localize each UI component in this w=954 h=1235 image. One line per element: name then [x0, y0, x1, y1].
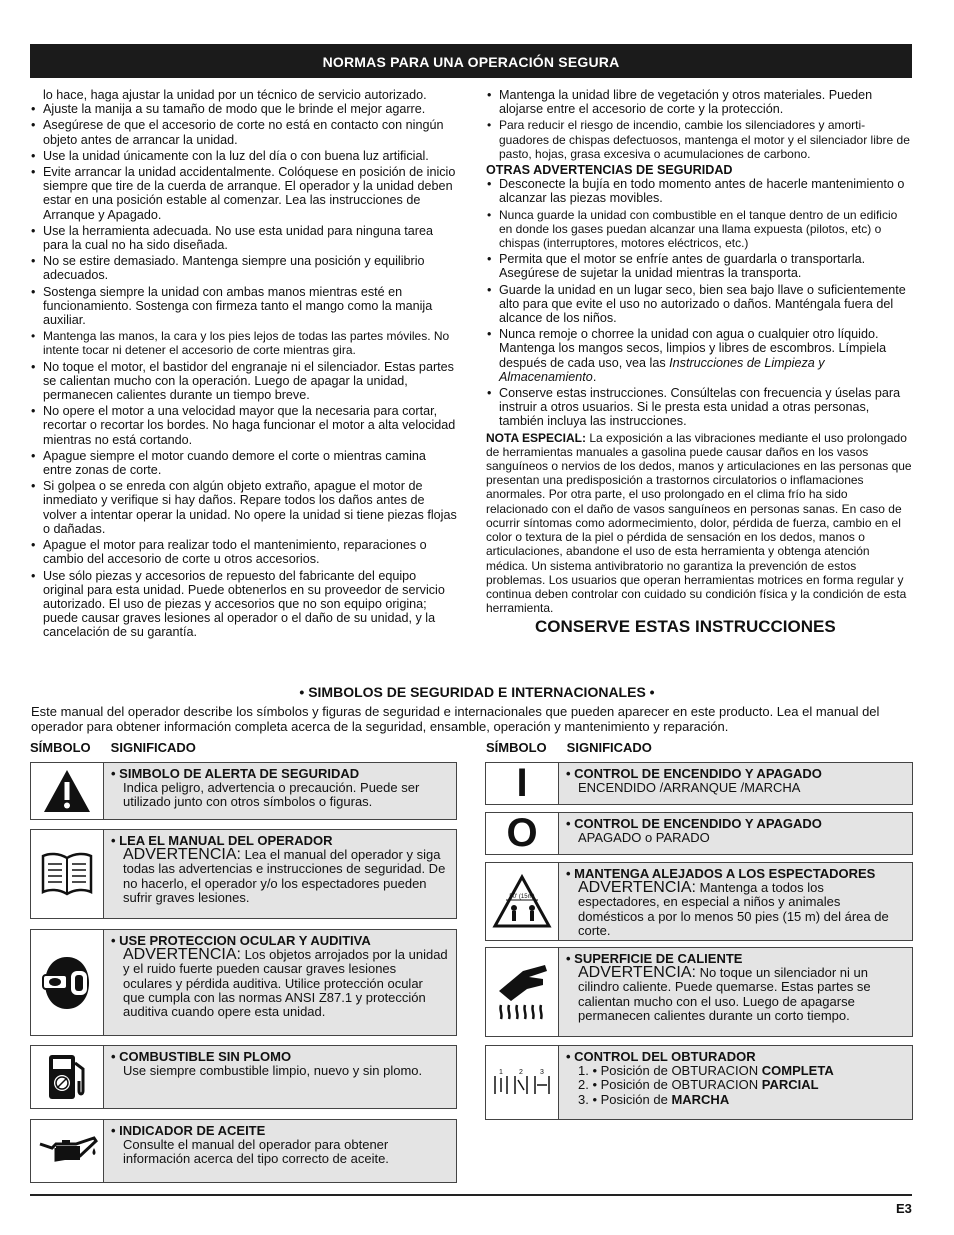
list-item: • Apague siempre el motor cuando demore el corte o mientras camina entre zonas de corte. [30, 449, 458, 477]
list-item: • Guarde la unidad en un lugar seco, bien sea bajo llave o suficientemente alto para que evite el uso no autorizado o daños. Manténgala fuera del alcance de los niños. [486, 283, 912, 326]
symbol-row-choke-control [485, 1045, 913, 1120]
eye-ear-protection-icon [31, 930, 104, 1035]
safety-alert-icon [31, 763, 104, 819]
list-item-text: Nunca remoje o chorree la unidad con agua o cualquier otro líquido. Mantenga los mangos secos, limpios y libres de escombros. Límpiela después de cada uso, vea las [499, 327, 887, 370]
symbol-row-unleaded-fuel [30, 1045, 457, 1109]
symbol-title: • LEA EL MANUAL DEL OPERADOR [111, 833, 333, 848]
list-item: • Use sólo piezas y accesorios de repuesto del fabricante del equipo original para esta unidad. Puede obtenerlos en su proveedor de servicio autorizado. El uso de piezas y accesorios que no son equipo origina; puede causar graves lesiones al operador o el daño de su unidad, y la cancelación de su garantía. [30, 569, 458, 640]
list-item: • No se estire demasiado. Mantenga siempre una posición y equilibrio adecuados. [30, 254, 458, 282]
left-column-headers [30, 740, 216, 755]
symbol-description: Los objetos arrojados por la unidad y el ruido fuerte pueden causar graves lesiones oculares y pérdida auditiva. Utilice protección ocular que cumpla con las normas ANSI Z87.1 y protección auditiva cuando opere esta unidad. [123, 947, 448, 1020]
left-column [30, 88, 458, 642]
symbol-row-keep-bystanders-away [485, 862, 913, 941]
symbol-title: • MANTENGA ALEJADOS A LOS ESPECTADORES [566, 866, 876, 881]
symbol-description: APAGADO o PARADO [578, 830, 710, 846]
symbol-title: • CONTROL DE ENCENDIDO Y APAGADO [566, 766, 822, 781]
choke-position-bold: PARCIAL [761, 1077, 819, 1093]
symbol-title: • COMBUSTIBLE SIN PLOMO [111, 1049, 292, 1064]
warning-word: ADVERTENCIA: [578, 964, 696, 982]
safety-list-left [30, 102, 458, 639]
symbol-description: No toque un silenciador ni un cilindro caliente. Puede quemarse. Estas partes se calientan mucho con el uso. Luego de apagarse permanecen calientes durante un corto tiempo. [578, 965, 871, 1023]
symbol-row-power-off [485, 812, 913, 855]
hot-surface-icon [486, 948, 559, 1036]
list-item: • Ajuste la manija a su tamaño de modo que le brinde el mejor agarre. [30, 102, 458, 116]
symbol-title: • SIMBOLO DE ALERTA DE SEGURIDAD [111, 766, 360, 781]
list-item: • Conserve estas instrucciones. Consúltelas con frecuencia y úselas para instruir a otros usuarios. Si le presta esta unidad a otras personas, también incluya las instrucciones. [486, 386, 912, 429]
subheading: OTRAS ADVERTENCIAS DE SEGURIDAD [486, 163, 733, 178]
fuel-pump-icon [31, 1046, 104, 1108]
symbol-row-read-manual [30, 829, 457, 919]
choke-control-icon [486, 1046, 559, 1119]
symbols-intro: Este manual del operador describe los símbolos y figuras de seguridad e internacionales que pueden aparecer en este producto. Lea el manual del operador para obtener información completa acerca de la seguridad, ensamble, operación y mantenimiento y reparación. [31, 704, 880, 734]
power-off-icon: O [486, 813, 559, 854]
symbol-title: • CONTROL DE ENCENDIDO Y APAGADO [566, 816, 822, 831]
choke-position-text: 2. • Posición de OBTURACION [578, 1077, 762, 1093]
right-column [486, 88, 912, 615]
choke-number-label: 3 [540, 1068, 544, 1076]
symbol-title: • INDICADOR DE ACEITE [111, 1123, 266, 1138]
symbol-description: Mantenga a todos los espectadores, en especial a niños y animales domésticos a por lo menos 50 pies (15 m) del área de corte. [578, 880, 889, 938]
list-item: • Use la herramienta adecuada. No use esta unidad para ninguna tarea para la cual no ha sido diseñada. [30, 224, 458, 252]
list-item: • Apague el motor para realizar todo el mantenimiento, reparaciones o cambio del accesorio de corte u otros accesorios. [30, 538, 458, 566]
symbol-row-oil-indicator [30, 1119, 457, 1183]
symbol-description: Indica peligro, advertencia o precaución. Puede ser utilizado junto con otros símbolos o figuras. [123, 780, 420, 810]
symbol-title: • CONTROL DEL OBTURADOR [566, 1049, 756, 1064]
footer-divider [30, 1194, 912, 1196]
section-header: NORMAS PARA UNA OPERACIÓN SEGURA [30, 44, 912, 78]
symbol-row-eye-ear-protection [30, 929, 457, 1036]
choke-position-bold: MARCHA [671, 1091, 730, 1107]
list-item [486, 327, 912, 384]
list-item-italic: Instrucciones de Limpieza y Almacenamiento [499, 355, 825, 384]
oil-can-icon [31, 1120, 104, 1182]
col-header-symbol: SÍMBOLO [486, 740, 547, 755]
list-item: • No opere el motor a una velocidad mayor que la necesaria para cortar, recortar o recortar los bordes. No haga funcionar el motor a alta velocidad mientras no está cortando. [30, 404, 458, 447]
symbol-title: • USE PROTECCION OCULAR Y AUDITIVA [111, 933, 371, 948]
list-item: • Desconecte la bujía en todo momento antes de hacerle mantenimiento o alcanzar las piezas movibles. [486, 177, 912, 205]
choke-position-line [566, 1093, 904, 1107]
symbols-title: • SIMBOLOS DE SEGURIDAD E INTERNACIONALES • [299, 684, 655, 700]
symbol-description: Consulte el manual del operador para obtener información acerca del tipo correcto de aceite. [123, 1137, 389, 1167]
symbol-row-hot-surface [485, 947, 913, 1037]
list-item: • Nunca guarde la unidad con combustible en el tanque dentro de un edificio en donde los gases puedan alcanzar una llama expuesta (pilotos, etc) o chispas (interruptores, motores eléctricos, etc.) [486, 208, 912, 251]
choke-number-label: 2 [519, 1068, 523, 1076]
safety-list-right [486, 177, 912, 428]
choke-position-line [566, 1064, 904, 1078]
special-note [486, 431, 912, 616]
symbol-row-safety-alert [30, 762, 457, 820]
choke-position-line [566, 1078, 904, 1092]
list-item: • Mantenga la unidad libre de vegetación y otros materiales. Pueden alojarse entre el accesorio de corte y la protección. [486, 88, 912, 116]
symbol-title: • SUPERFICIE DE CALIENTE [566, 951, 743, 966]
choke-position-bold: COMPLETA [761, 1063, 834, 1079]
choke-position-text: 3. • Posición de [578, 1091, 672, 1107]
list-item: • Para reducir el riesgo de incendio, cambie los silenciadores y amorti-guadores de chispas defectuosos, mantenga el motor y el silenciador libre de pasto, hojas, grasa excesiva o acumulaciones de carbono. [486, 118, 912, 161]
symbol-description: Lea el manual del operador y siga todas las advertencias e instrucciones de seguridad. De no hacerlo, el operador y/o los espectadores pueden sufrir graves lesiones. [123, 847, 446, 905]
warning-word: ADVERTENCIA: [123, 946, 241, 964]
warning-word: ADVERTENCIA: [123, 846, 241, 864]
list-item: • Use la unidad únicamente con la luz del día o con buena luz artificial. [30, 149, 458, 163]
col-header-symbol: SÍMBOLO [30, 740, 91, 755]
list-item: • Mantenga las manos, la cara y los pies lejos de todas las partes móviles. No intente tocar ni detener el accesorio de corte mientras gira. [30, 329, 458, 357]
list-item-text: . [592, 369, 597, 384]
col-header-meaning: SIGNIFICADO [110, 740, 196, 755]
bystander-distance-label: 50' (15m) [509, 893, 535, 900]
symbol-row-power-on [485, 762, 913, 805]
keep-bystanders-away-icon [486, 863, 559, 940]
list-item: • Si golpea o se enreda con algún objeto extraño, apague el motor de inmediato y verifique si hay daños. Repare todos los daños antes de volver a intentar operar la unidad. No opere la unidad si tiene piezas flojas o dañadas. [30, 479, 458, 536]
choke-position-text: 1. • Posición de OBTURACION [578, 1063, 762, 1079]
list-item: • Permita que el motor se enfríe antes de guardarla o transportarla. Asegúrese de sujetar la unidad mientras la transporta. [486, 252, 912, 280]
power-on-icon: I [486, 763, 559, 804]
lead-text: lo hace, haga ajustar la unidad por un técnico de servicio autorizado. [43, 88, 427, 102]
choke-number-label: 1 [499, 1068, 503, 1076]
symbol-description: Use siempre combustible limpio, nuevo y sin plomo. [123, 1063, 423, 1079]
warning-word: ADVERTENCIA: [578, 879, 696, 897]
list-item: • Evite arrancar la unidad accidentalmente. Colóquese en posición de inicio siempre que tire de la cuerda de arranque. El operador y la unidad deben estar en una posición estable al comenzar. Lea las instrucciones de Arranque y Apagado. [30, 165, 458, 222]
symbol-description: ENCENDIDO /ARRANQUE /MARCHA [578, 780, 801, 796]
manual-book-icon [31, 830, 104, 918]
special-note-label: NOTA ESPECIAL: [486, 430, 587, 445]
list-item: • No toque el motor, el bastidor del engranaje ni el silenciador. Estas partes se calientan mucho con la operación. Luego de apagar la unidad, permanecen calientes durante un tiempo breve. [30, 360, 458, 403]
special-note-text: La exposición a las vibraciones mediante el uso prolongado de herramientas manuales a gasolina puede causar daños en los vasos sanguíneos o nervios de los dedos, manos y articulaciones en las personas que presentan una predisposición a trastornos circulatorios o inflamaciones anormales. Por otra parte, el uso prolongado en el clima frío ha sido relacionado con el daño de vasos sanguíneos en personas sanas. En caso de ocurrir síntomas como adormecimiento, dolor, pérdida de fuerza, cambio en el color o textura de la piel o pérdida de sensación en los dedos, manos o articulaciones, abandone el uso de esta herramienta y obtenga atención médica. Un sistema antivibratorio no garantiza la prevención de estos problemas. Los usuarios que operan herramientas motrices en forma regular y continua deben controlar con cuidado su condición física y la condición de esta herramienta. [486, 430, 912, 616]
safety-list-right-top [486, 88, 912, 161]
col-header-meaning: SIGNIFICADO [566, 740, 652, 755]
conserve-heading: CONSERVE ESTAS INSTRUCCIONES [535, 617, 836, 636]
right-column-headers [486, 740, 672, 755]
list-item: • Sostenga siempre la unidad con ambas manos mientras esté en funcionamiento. Sostenga con firmeza tanto el mango como la manija auxiliar. [30, 285, 458, 328]
list-item: • Asegúrese de que el accesorio de corte no está en contacto con ningún objeto antes de arrancar la unidad. [30, 118, 458, 146]
page-number: E3 [896, 1201, 912, 1216]
